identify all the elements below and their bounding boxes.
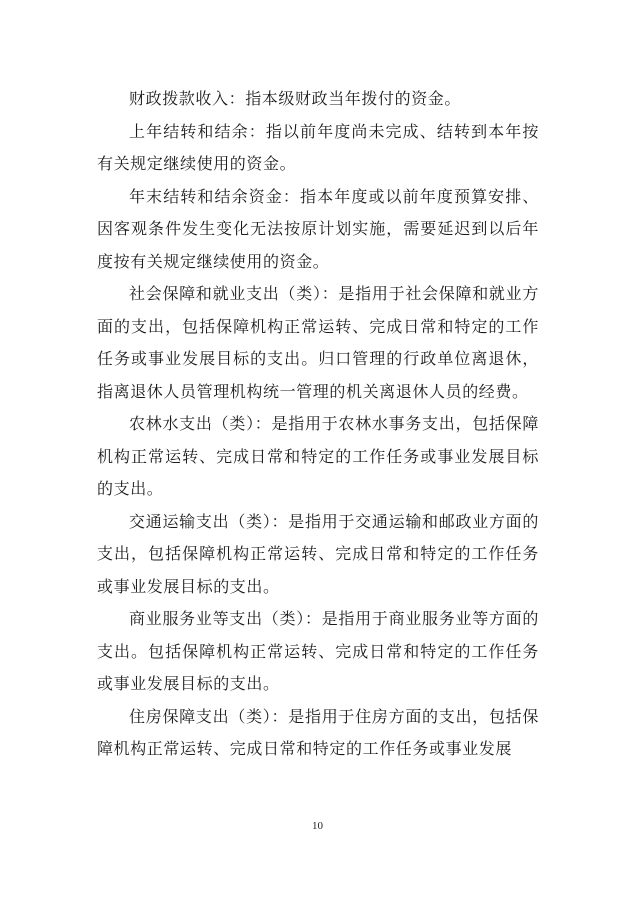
document-body: [97, 83, 539, 766]
paragraph-social-security-expenditure: 社会保障和就业支出（类）：是指用于社会保障和就业方面的支出，包括保障机构正常运转、完成日常和特定的工作任务或事业发展目标的支出。归口管理的行政单位离退休，指离退休人员管理机构统一管理的机关离退休人员的经费。: [97, 284, 539, 401]
paragraph-fiscal-appropriation-income: 财政拨款收入：指本级财政当年拨付的资金。: [129, 89, 462, 108]
paragraph-agriculture-expenditure: 农林水支出（类）：是指用于农林水事务支出，包括保障机构正常运转、完成日常和特定的工作任务或事业发展目标的支出。: [97, 414, 539, 498]
paragraph-housing-expenditure: 住房保障支出（类）：是指用于住房方面的支出，包括保障机构正常运转、完成日常和特定的工作任务或事业发展: [97, 706, 539, 758]
paragraph-prior-year-carryover: 上年结转和结余：指以前年度尚未完成、结转到本年按有关规定继续使用的资金。: [97, 121, 539, 173]
paragraph-year-end-carryover: 年末结转和结余资金：指本年度或以前年度预算安排、因客观条件发生变化无法按原计划实施，需要延迟到以后年度按有关规定继续使用的资金。: [97, 186, 539, 271]
paragraph-transportation-expenditure: 交通运输支出（类）：是指用于交通运输和邮政业方面的支出，包括保障机构正常运转、完成日常和特定的工作任务或事业发展目标的支出。: [97, 511, 539, 596]
page-number: 10: [312, 820, 323, 832]
paragraph-commerce-services-expenditure: 商业服务业等支出（类）：是指用于商业服务业等方面的支出。包括保障机构正常运转、完成日常和特定的工作任务或事业发展目标的支出。: [97, 609, 539, 693]
